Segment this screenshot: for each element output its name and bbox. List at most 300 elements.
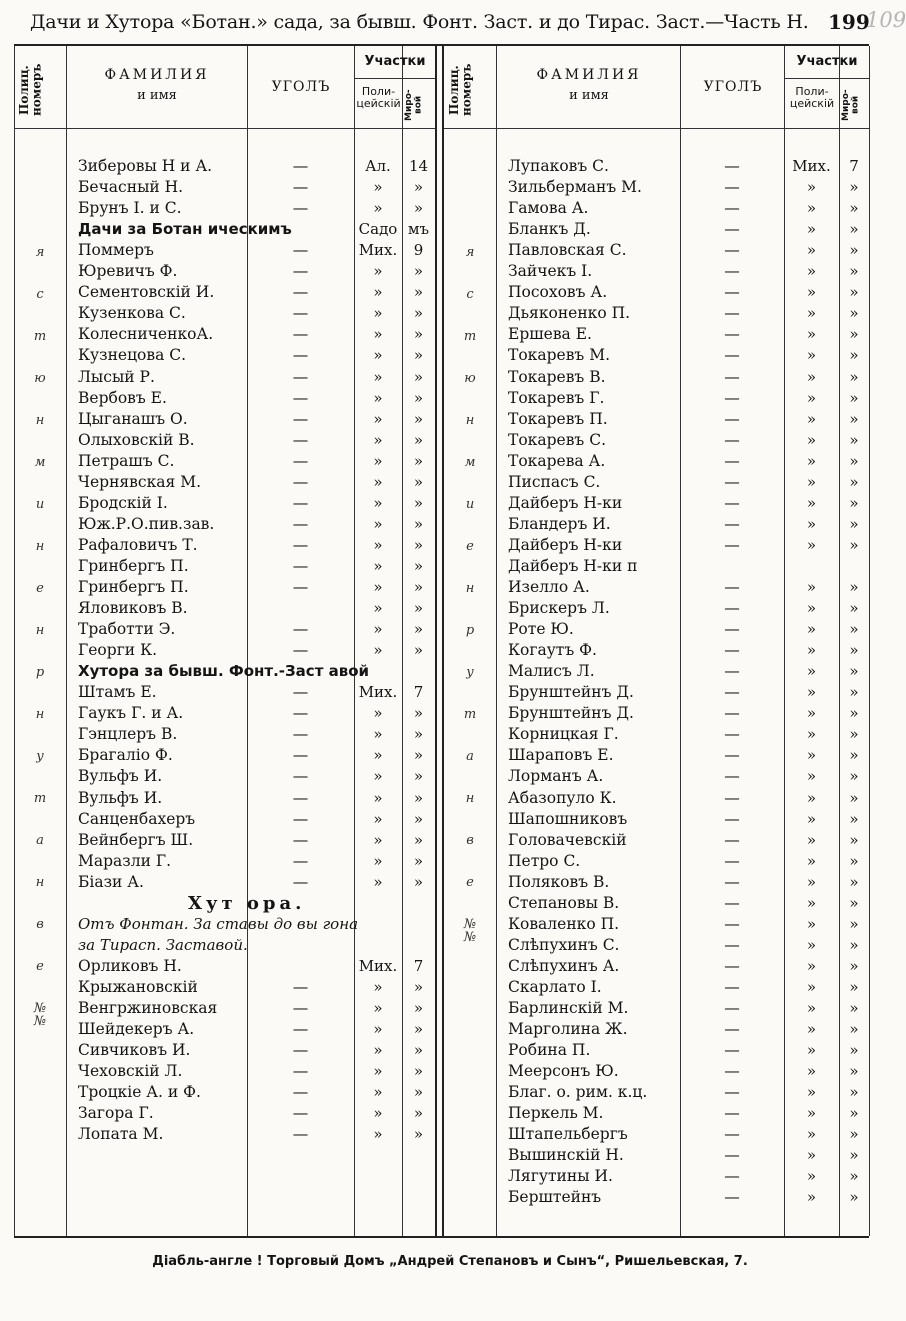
table-row xyxy=(14,619,435,640)
row-peace: » xyxy=(849,1188,859,1207)
row-peace: » xyxy=(413,409,424,428)
header-name-label: ФАМИЛИЯ xyxy=(104,67,210,83)
row-peace: 7 xyxy=(413,683,424,702)
header-corner: УГОЛЪ xyxy=(271,79,331,95)
row-police: » xyxy=(806,367,817,386)
row-peace: » xyxy=(849,220,859,239)
row-peace: » xyxy=(413,535,424,554)
table-row xyxy=(444,577,869,598)
table-row xyxy=(14,282,435,303)
row-police: » xyxy=(806,304,817,323)
row-peace: » xyxy=(849,809,859,828)
table-row xyxy=(14,788,435,809)
table-row xyxy=(444,451,869,472)
table-row xyxy=(444,830,869,851)
row-corner: — xyxy=(724,956,740,975)
row-police: » xyxy=(806,1104,817,1123)
table-row xyxy=(444,745,869,766)
row-name: Брагаліо Ф. xyxy=(78,746,173,765)
row-police: » xyxy=(373,283,383,302)
row-peace: » xyxy=(849,1104,859,1123)
row-police: » xyxy=(806,325,817,344)
row-police: » xyxy=(806,641,817,660)
row-name: КолесниченкоА. xyxy=(78,325,214,344)
row-name: Дачи за Ботан ическимъ xyxy=(78,220,292,239)
row-corner: — xyxy=(724,851,740,870)
row-corner: — xyxy=(724,1062,740,1081)
row-name: Яловиковъ В. xyxy=(78,599,188,618)
row-police: » xyxy=(373,535,383,554)
row-peace: » xyxy=(849,199,859,218)
street-letter: № № xyxy=(33,1001,47,1029)
row-police: » xyxy=(806,409,817,428)
table-row xyxy=(444,619,869,640)
row-corner: — xyxy=(292,556,309,575)
header-peace: Миро- вой xyxy=(404,89,424,121)
row-corner: — xyxy=(724,788,740,807)
row-name: Тработти Э. xyxy=(78,620,176,639)
row-police: » xyxy=(806,514,817,533)
row-police: » xyxy=(806,472,817,491)
row-peace: » xyxy=(849,788,859,807)
street-letter: р xyxy=(465,623,475,638)
table-row xyxy=(14,303,435,324)
table-row xyxy=(444,788,869,809)
row-police: » xyxy=(373,472,383,491)
table-row xyxy=(14,556,435,577)
row-corner: — xyxy=(724,683,740,702)
row-police: » xyxy=(806,1146,817,1165)
row-corner: — xyxy=(292,1125,309,1144)
row-corner: — xyxy=(292,578,309,596)
table-row xyxy=(444,493,869,514)
table-row xyxy=(14,240,435,261)
row-peace: » xyxy=(849,935,859,954)
row-police: » xyxy=(373,1020,383,1039)
row-police: » xyxy=(373,325,383,344)
row-police: Мих. xyxy=(358,956,398,975)
table-row xyxy=(444,598,869,619)
row-police: » xyxy=(373,346,383,365)
row-name: Вульфъ И. xyxy=(78,767,163,786)
row-peace: » xyxy=(413,620,424,639)
row-peace: » xyxy=(849,956,859,975)
row-name: Гамова А. xyxy=(508,199,589,218)
table-row xyxy=(14,998,435,1019)
row-peace: » xyxy=(849,851,859,870)
row-corner: — xyxy=(292,767,309,786)
row-police: » xyxy=(806,1167,817,1186)
row-peace: мъ xyxy=(407,220,430,239)
row-corner: — xyxy=(724,199,740,218)
row-police: » xyxy=(373,1104,383,1123)
row-police: Ал. xyxy=(365,157,391,175)
table-row xyxy=(14,1082,435,1103)
row-peace: » xyxy=(849,451,859,470)
row-name: Токаревъ М. xyxy=(508,346,611,365)
street-letter: т xyxy=(463,329,477,344)
row-police: » xyxy=(373,999,383,1017)
row-peace: » xyxy=(413,472,424,491)
row-name: Лопата М. xyxy=(78,1125,164,1144)
row-peace: » xyxy=(849,178,859,197)
row-name: Степановы В. xyxy=(508,893,620,912)
row-police: » xyxy=(806,1188,817,1207)
street-letter: н xyxy=(35,707,45,722)
row-peace: » xyxy=(849,1125,859,1144)
row-corner: — xyxy=(724,472,740,491)
street-letter: № № xyxy=(463,917,477,945)
table-row xyxy=(444,1061,869,1082)
row-name: Коваленко П. xyxy=(508,914,620,933)
row-police: » xyxy=(806,956,817,975)
column-separator xyxy=(435,46,444,1236)
street-letter: а xyxy=(36,833,44,848)
row-name: Токаревъ В. xyxy=(508,367,606,386)
table-row xyxy=(14,535,435,556)
row-police: » xyxy=(806,199,817,218)
row-name: Гэнцлеръ В. xyxy=(78,725,178,744)
row-name: Брунъ І. и С. xyxy=(78,199,182,218)
table-row xyxy=(14,830,435,851)
street-letter: т xyxy=(33,791,47,806)
row-corner: — xyxy=(724,430,740,449)
row-corner: — xyxy=(724,662,740,681)
row-police: » xyxy=(806,830,817,849)
row-peace: » xyxy=(413,809,424,828)
header-corner: УГОЛЪ xyxy=(703,79,763,95)
row-peace: » xyxy=(413,578,424,596)
table-row xyxy=(14,409,435,430)
row-police: » xyxy=(373,830,383,849)
row-corner: — xyxy=(292,851,309,870)
row-police: » xyxy=(806,220,817,239)
row-name: Гаукъ Г. и А. xyxy=(78,704,184,723)
row-name: Шейдекеръ А. xyxy=(78,1020,195,1039)
row-police: Мих. xyxy=(358,241,398,260)
row-police: » xyxy=(373,1041,383,1060)
row-police: » xyxy=(806,1083,817,1102)
row-name: Лорманъ А. xyxy=(508,767,604,786)
row-peace: » xyxy=(849,977,859,996)
row-corner: — xyxy=(724,451,740,470)
header-name-label: ФАМИЛИЯ xyxy=(536,67,642,83)
row-police: » xyxy=(806,704,817,723)
row-name: Зиберовы Н и А. xyxy=(78,157,213,175)
table-row xyxy=(444,1124,869,1145)
row-corner: — xyxy=(292,262,309,281)
row-name: Павловская С. xyxy=(508,241,627,260)
row-corner: — xyxy=(292,514,309,533)
row-peace: » xyxy=(849,1083,859,1102)
header-name xyxy=(499,68,679,102)
table-row xyxy=(14,977,435,998)
row-corner: — xyxy=(292,430,309,449)
row-corner: — xyxy=(292,157,309,175)
row-police: » xyxy=(806,746,817,765)
row-name: Слѣпухинъ С. xyxy=(508,935,620,954)
row-police: » xyxy=(373,367,383,386)
row-police: » xyxy=(373,493,383,512)
table-row xyxy=(444,998,869,1019)
header-rule xyxy=(14,128,435,129)
table-row xyxy=(444,514,869,535)
table-row xyxy=(444,1103,869,1124)
row-corner: — xyxy=(292,872,309,891)
row-peace: » xyxy=(849,1062,859,1081)
row-corner: — xyxy=(724,346,740,365)
row-name: Токаревъ Г. xyxy=(508,388,605,407)
row-name: Ершева Е. xyxy=(508,325,592,344)
row-police: » xyxy=(806,809,817,828)
row-name: Сементовскій И. xyxy=(78,283,215,302)
row-name: Гринбергъ П. xyxy=(78,578,189,596)
row-name: Токаревъ С. xyxy=(508,430,606,449)
row-police: » xyxy=(806,1041,817,1060)
table-row xyxy=(444,198,869,219)
header-police: Поли- цейскій xyxy=(789,85,835,110)
table-row xyxy=(444,977,869,998)
table-row xyxy=(14,451,435,472)
table-row xyxy=(444,430,869,451)
row-peace: » xyxy=(849,241,859,260)
row-police: » xyxy=(373,767,383,786)
table-row xyxy=(14,935,435,956)
row-peace: » xyxy=(849,1167,859,1186)
row-name: Слѣпухинъ А. xyxy=(508,956,620,975)
row-corner: — xyxy=(724,999,740,1017)
table-row xyxy=(14,640,435,661)
row-corner: — xyxy=(724,704,740,723)
row-name: Штапельбергъ xyxy=(508,1125,628,1144)
row-name: Сивчиковъ И. xyxy=(78,1041,191,1060)
right-half xyxy=(444,46,869,1236)
row-name: Крыжановскій xyxy=(78,977,198,996)
table-row xyxy=(14,598,435,619)
street-letter: р xyxy=(35,665,45,680)
row-name: Барлинскій М. xyxy=(508,999,629,1017)
row-police: » xyxy=(806,872,817,891)
row-name: Петрашъ С. xyxy=(78,451,175,470)
row-name: Меерсонъ Ю. xyxy=(508,1062,619,1081)
row-peace: » xyxy=(413,556,424,575)
row-peace: » xyxy=(413,599,424,618)
table-row xyxy=(14,472,435,493)
row-police: » xyxy=(806,914,817,933)
row-police: Садо xyxy=(358,220,398,239)
row-corner: — xyxy=(724,809,740,828)
row-corner: — xyxy=(724,620,740,639)
row-peace: » xyxy=(849,872,859,891)
row-peace: » xyxy=(413,704,424,723)
table-row xyxy=(444,345,869,366)
row-police: » xyxy=(373,872,383,891)
row-peace: 14 xyxy=(408,157,429,175)
street-letter: я xyxy=(35,245,45,260)
table-row xyxy=(444,1040,869,1061)
row-police: » xyxy=(806,1125,817,1144)
row-name: Бечасный Н. xyxy=(78,178,184,197)
row-name: Брискеръ Л. xyxy=(508,599,610,618)
row-name: Марголина Ж. xyxy=(508,1020,628,1039)
row-corner: — xyxy=(724,1146,740,1165)
row-corner: — xyxy=(292,788,309,807)
street-letter: с xyxy=(466,287,474,302)
street-letter: м xyxy=(464,455,476,470)
row-police: » xyxy=(806,851,817,870)
row-peace: » xyxy=(849,1020,859,1039)
row-corner: — xyxy=(292,683,309,702)
header-police: Поли- цейскій xyxy=(356,85,401,110)
row-peace: » xyxy=(413,830,424,849)
table-row xyxy=(14,367,435,388)
table-row xyxy=(14,682,435,703)
row-corner: — xyxy=(724,935,740,954)
row-corner: — xyxy=(292,620,309,639)
row-peace: » xyxy=(413,325,424,344)
row-peace: » xyxy=(849,514,859,533)
row-corner: — xyxy=(292,409,309,428)
row-name: Изелло А. xyxy=(508,578,590,596)
row-corner: — xyxy=(724,304,740,323)
header-name xyxy=(69,68,245,102)
row-peace: » xyxy=(413,1062,424,1081)
row-peace: » xyxy=(849,683,859,702)
row-corner: — xyxy=(292,367,309,386)
table-row xyxy=(14,493,435,514)
row-peace: » xyxy=(849,641,859,660)
row-corner: — xyxy=(292,472,309,491)
row-corner: — xyxy=(724,157,740,175)
street-letter: е xyxy=(466,539,474,554)
left-half xyxy=(14,46,435,1236)
row-police: » xyxy=(373,1125,383,1144)
row-corner: — xyxy=(292,746,309,765)
row-corner: — xyxy=(724,1083,740,1102)
street-letter: н xyxy=(465,581,475,596)
row-name: Хут ора. xyxy=(188,892,306,914)
row-corner: — xyxy=(292,1062,309,1081)
row-corner: — xyxy=(724,178,740,197)
table-row xyxy=(444,809,869,830)
row-name: Лупаковъ С. xyxy=(508,157,609,175)
table-row xyxy=(14,703,435,724)
row-peace: » xyxy=(413,346,424,365)
row-peace: » xyxy=(413,178,424,197)
row-police: » xyxy=(806,346,817,365)
row-peace: » xyxy=(413,1020,424,1039)
table-row xyxy=(14,766,435,787)
row-peace: » xyxy=(849,1041,859,1060)
row-corner: — xyxy=(292,199,309,218)
header-rule xyxy=(444,128,869,129)
row-name: Дайберъ Н-ки п xyxy=(508,556,638,575)
row-name: Гринбергъ П. xyxy=(78,556,189,575)
row-name: Шараповъ Е. xyxy=(508,746,614,765)
row-name: Чеховскій Л. xyxy=(78,1062,183,1081)
row-police: » xyxy=(806,451,817,470)
table-row xyxy=(444,472,869,493)
street-letter: е xyxy=(36,959,44,974)
row-name: Зайчекъ І. xyxy=(508,262,593,281)
street-letter: ю xyxy=(34,371,46,386)
row-name: Брунштейнъ Д. xyxy=(508,683,634,702)
row-name: Загора Г. xyxy=(78,1104,154,1123)
rule xyxy=(869,46,870,1236)
row-corner: — xyxy=(724,1041,740,1060)
table-row xyxy=(14,872,435,893)
row-corner: — xyxy=(724,893,740,912)
table-row xyxy=(14,345,435,366)
row-corner: — xyxy=(292,451,309,470)
table-row xyxy=(14,156,435,177)
directory-table xyxy=(14,44,869,1238)
row-name: Маразли Г. xyxy=(78,851,172,870)
street-letter: я xyxy=(465,245,475,260)
table-row xyxy=(14,324,435,345)
street-letter: н xyxy=(35,623,45,638)
street-letter: и xyxy=(35,497,45,512)
row-peace: » xyxy=(413,746,424,765)
table-row xyxy=(14,430,435,451)
row-police: » xyxy=(373,809,383,828)
table-row xyxy=(444,661,869,682)
row-police: » xyxy=(373,746,383,765)
row-peace: » xyxy=(413,199,424,218)
page-title: Дачи и Хутора «Ботан.» сада, за бывш. Фонт. Заст. и до Тирас. Заст.—Часть Н. xyxy=(30,11,809,33)
row-police: » xyxy=(806,893,817,912)
header-name-sub: и имя xyxy=(137,87,177,103)
table-row xyxy=(14,1040,435,1061)
table-row xyxy=(14,198,435,219)
row-police: » xyxy=(373,578,383,596)
row-peace: » xyxy=(413,788,424,807)
row-name: Вербовъ Е. xyxy=(78,388,167,407)
table-row xyxy=(444,682,869,703)
street-letter: м xyxy=(34,455,46,470)
row-police: » xyxy=(806,241,817,260)
row-name: Георги К. xyxy=(78,641,157,660)
row-corner: — xyxy=(724,409,740,428)
row-peace: » xyxy=(849,409,859,428)
row-police: » xyxy=(806,999,817,1017)
street-letter: н xyxy=(35,539,45,554)
table-row xyxy=(14,809,435,830)
table-row xyxy=(444,1082,869,1103)
row-corner: — xyxy=(724,514,740,533)
row-peace: » xyxy=(413,641,424,660)
row-peace: » xyxy=(413,262,424,281)
row-police: » xyxy=(373,388,383,407)
row-corner: — xyxy=(724,241,740,260)
row-police: » xyxy=(373,851,383,870)
row-corner: — xyxy=(724,1125,740,1144)
row-name: Перкель М. xyxy=(508,1104,604,1123)
row-police: » xyxy=(806,935,817,954)
row-peace: » xyxy=(413,430,424,449)
row-police: » xyxy=(806,178,817,197)
row-peace: » xyxy=(413,304,424,323)
row-police: » xyxy=(806,1062,817,1081)
table-row xyxy=(444,956,869,977)
row-name: Венгржиновская xyxy=(78,999,218,1017)
table-row xyxy=(444,766,869,787)
row-name: Робина П. xyxy=(508,1041,591,1060)
row-police: » xyxy=(806,283,817,302)
row-peace: » xyxy=(849,367,859,386)
row-police: » xyxy=(373,556,383,575)
table-row xyxy=(14,261,435,282)
